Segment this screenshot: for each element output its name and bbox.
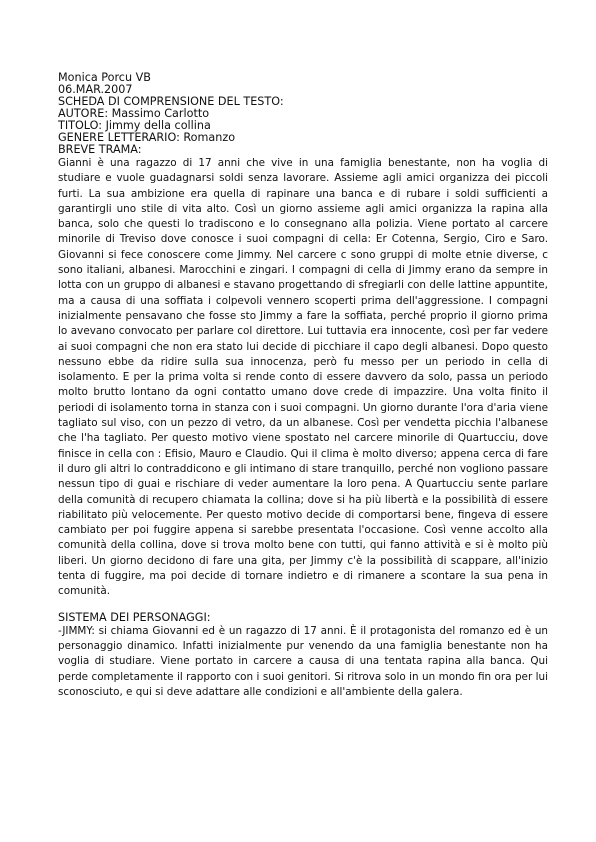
author-value: Massimo Carlotto — [111, 107, 210, 120]
title-label: TITOLO: — [58, 119, 102, 132]
author-label: AUTORE: — [58, 107, 109, 120]
plot-heading: BREVE TRAMA: — [58, 143, 142, 156]
document-date: 06.MAR.2007 — [58, 83, 133, 96]
character-jimmy-paragraph: -JIMMY: si chiama Giovanni ed è un ragazzo di 17 anni. È il protagonista del romanzo ed è un personaggio dinamico. Infatti inizialmente pur venendo da una famiglia benestante non ha voglia di studiare. Viene portato in carcere a causa di una tentata rapina alla banca. Qui perde completamente il rapporto con i suoi genitori. Si ritrova solo in un mondo fin ora per lui sconosciuto, e qui si deve adattare alle condizioni e all'ambiente della galera. — [58, 624, 548, 698]
plot-paragraph: Gianni è una ragazzo di 17 anni che vive in una famiglia benestante, non ha voglia di studiare e vuole guadagnarsi soldi senza lavorare. Assieme agli amici organizza dei piccoli furti. La sua ambizione era quella di rapinare una banca e di rubare i soldi sufficienti a garantirgli uno stile di vita alto. Così un giorno assieme agli amici organizza la rapina alla banca, solo che questi lo tradiscono e lo consegnano alla polizia. Viene portato al carcere minorile di Treviso dove conosce i suoi compagni di cella: Er Cotenna, Sergio, Ciro e Saro. Giovanni si fece conoscere come Jimmy. Nel carcere c sono gruppi di molte etnie diverse, c sono italiani, albanesi. Marocchini e zingari. I compagni di cella di Jimmy erano da sempre in lotta con un gruppo di albanesi e stavano progettando di sfregiarli con delle lattine appuntite, ma a causa di una soffiata i colpevoli vennero scoperti prima dell'aggressione. I compagni inizialmente pensavano che fosse sto Jimmy a fare la soffiata, perché proprio il giorno prima lo avevano convocato per parlare col direttore. Lui tuttavia era innocente, così per far vedere ai suoi compagni che non era stato lui decide di picchiare il capo degli albanesi. Dopo questo nessuno ebbe da ridire sulla sua innocenza, però fu messo per un periodo in cella di isolamento. E per la prima volta si rende conto di essere davvero da solo, passa un periodo molto brutto lontano da ogni contatto umano dove crede di impazzire. Una volta finito il periodi di isolamento torna in stanza con i suoi compagni. Un giorno durante l'ora d'aria viene tagliato sul viso, con un pezzo di vetro, da un albanese. Così per vendetta picchia l'albanese che l'ha tagliato. Per questo motivo viene spostato nel carcere minorile di Quartucciu, dove finisce in cella con : Efisio, Mauro e Claudio. Qui il clima è molto diverso; appena cerca di fare il duro gli altri lo contraddicono e gli intimano di stare tranquillo, perché non vogliono passare nessun tipo di guai e rischiare di veder aumentare la loro pena. A Quartucciu sente parlare della comunità di recupero chiamata la collina; dove si ha più libertà e la possibilità di essere riabilitato più velocemente. Per questo motivo decide di comportarsi bene, fingeva di essere cambiato per poi fuggire appena si sarebbe presentata l'occasione. Così venne accolto alla comunità della collina, dove si trova molto bene con tutti, qui fanno attività e si è molto più liberi. Un giorno decidono di fare una gita, per Jimmy c'è la possibilità di scappare, all'inizio tenta di fuggire, ma poi decide di tornare indietro e di rimanere a scontare la sua pena in comunità. — [58, 157, 548, 598]
document-title: SCHEDA DI COMPRENSIONE DEL TESTO: — [58, 95, 284, 108]
genre-value: Romanzo — [183, 131, 236, 144]
document-page — [58, 72, 548, 700]
genre-label: GENERE LETTERARIO: — [58, 131, 180, 144]
student-name: Monica Porcu VB — [58, 71, 151, 84]
section-spacer — [58, 600, 548, 612]
characters-heading: SISTEMA DEI PERSONAGGI: — [58, 610, 211, 624]
title-value: Jimmy della collina — [105, 119, 211, 132]
